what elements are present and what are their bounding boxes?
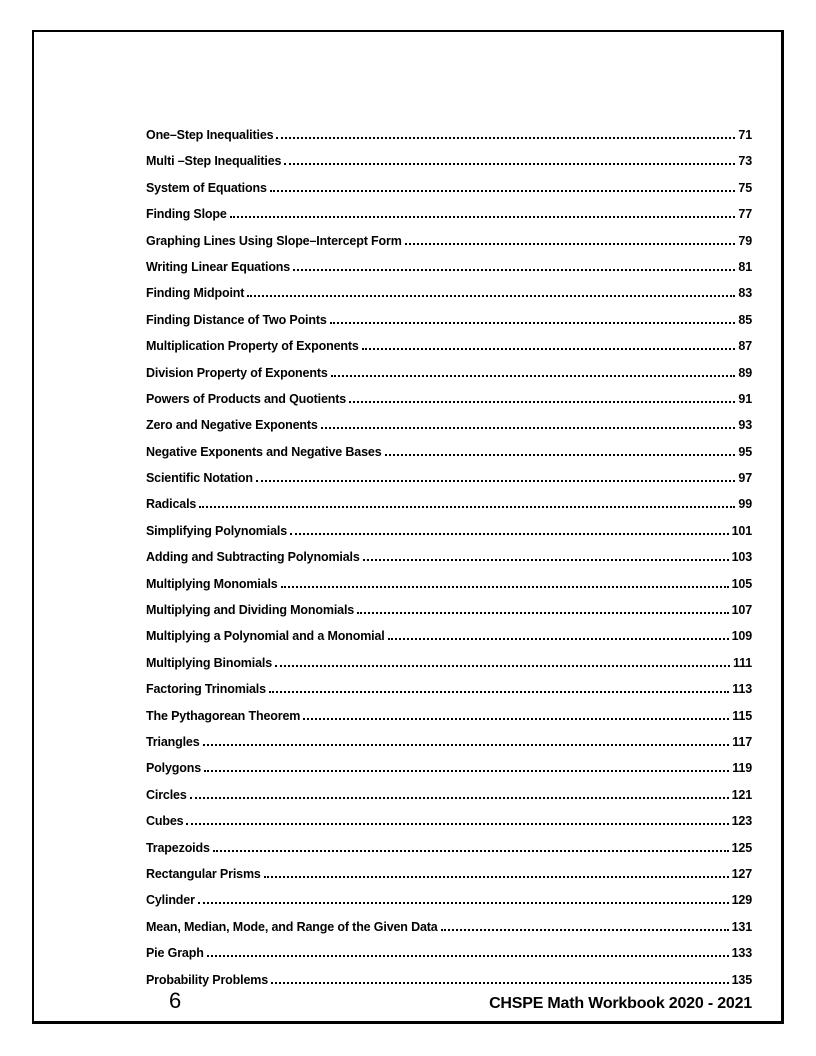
toc-entry (146, 841, 752, 867)
toc-entry-title: Powers of Products and Quotients (146, 391, 347, 406)
toc-dot-leader (198, 893, 729, 904)
toc-entry-page-number: 99 (738, 497, 752, 512)
toc-entry-title: Triangles (146, 734, 200, 749)
toc-entry (146, 524, 752, 550)
toc-entry-title: Pie Graph (146, 946, 204, 961)
toc-entry-page-number: 77 (738, 207, 752, 222)
toc-entry-title: Graphing Lines Using Slope–Intercept Form (146, 233, 402, 248)
toc-entry (146, 603, 752, 629)
toc-entry-page-number: 71 (738, 128, 752, 142)
toc-entry-title: Finding Distance of Two Points (146, 312, 327, 327)
toc-entry-page-number: 97 (738, 471, 752, 486)
toc-dot-leader (276, 128, 735, 139)
toc-entry-page-number: 95 (738, 444, 752, 459)
toc-entry-title: Radicals (146, 497, 197, 512)
toc-entry-title: Multi –Step Inequalities (146, 154, 282, 169)
toc-entry-title: Division Property of Exponents (146, 365, 328, 380)
toc-entry (146, 788, 752, 814)
toc-entry-page-number: 105 (731, 576, 752, 591)
toc-entry (146, 920, 752, 946)
toc-entry-page-number: 123 (731, 814, 752, 829)
toc-entry (146, 682, 752, 708)
toc-entry (146, 207, 752, 233)
toc-entry (146, 392, 752, 418)
toc-entry (146, 234, 752, 260)
toc-entry (146, 893, 752, 919)
toc-entry-page-number: 117 (732, 734, 752, 749)
toc-dot-leader (230, 207, 736, 218)
toc-entry (146, 867, 752, 893)
toc-entry-title: Multiplying Monomials (146, 576, 278, 591)
toc-entry (146, 709, 752, 735)
toc-dot-leader (186, 814, 728, 825)
toc-entry-page-number: 111 (732, 655, 752, 670)
toc-entry-title: Finding Midpoint (146, 286, 245, 301)
toc-entry-page-number: 107 (731, 603, 752, 618)
toc-entry-page-number: 93 (738, 418, 752, 433)
toc-entry-page-number: 135 (731, 972, 752, 987)
toc-entry-title: Multiplying Binomials (146, 655, 273, 670)
toc-entry (146, 366, 752, 392)
toc-entry-title: Scientific Notation (146, 471, 253, 486)
toc-entry (146, 550, 752, 576)
toc-entry-title: Circles (146, 787, 187, 802)
toc-entry-page-number: 113 (732, 682, 752, 697)
toc-entry-page-number: 127 (731, 866, 752, 881)
toc-entry-page-number: 79 (738, 233, 752, 248)
toc-entry-title: Multiplication Property of Exponents (146, 339, 359, 354)
footer-book-title: CHSPE Math Workbook 2020 - 2021 (489, 995, 752, 1012)
toc-dot-leader (405, 234, 736, 245)
toc-entry-page-number: 115 (732, 708, 752, 723)
toc-dot-leader (275, 656, 730, 667)
toc-dot-leader (256, 471, 736, 482)
toc-entry-title: Trapezoids (146, 840, 210, 855)
toc-entry (146, 471, 752, 497)
toc-entry (146, 814, 752, 840)
toc-dot-leader (363, 550, 729, 561)
toc-dot-leader (388, 629, 729, 640)
toc-dot-leader (207, 946, 729, 957)
toc-dot-leader (441, 920, 729, 931)
toc-entry-page-number: 91 (738, 391, 752, 406)
toc-entry-page-number: 119 (732, 761, 752, 776)
toc-entry-page-number: 131 (731, 919, 752, 934)
toc-dot-leader (330, 313, 736, 324)
toc-entry-title: The Pythagorean Theorem (146, 708, 301, 723)
toc-entry-title: Zero and Negative Exponents (146, 418, 318, 433)
toc-entry-title: Multiplying and Dividing Monomials (146, 603, 355, 618)
toc-dot-leader (385, 445, 736, 456)
toc-dot-leader (203, 735, 730, 746)
toc-dot-leader (357, 603, 729, 614)
toc-dot-leader (331, 366, 736, 377)
toc-dot-leader (213, 841, 729, 852)
toc-entry-page-number: 109 (731, 629, 752, 644)
toc-entry-title: Rectangular Prisms (146, 866, 261, 881)
toc-entry (146, 946, 752, 972)
toc-entry-page-number: 87 (738, 339, 752, 354)
toc-entry (146, 418, 752, 444)
page-footer (146, 988, 752, 1014)
toc-entry-page-number: 129 (731, 893, 752, 908)
toc-entry-title: Finding Slope (146, 207, 227, 222)
toc-entry (146, 339, 752, 365)
footer-page-number: 6 (169, 988, 182, 1013)
toc-entry-title: System of Equations (146, 180, 267, 195)
toc-entry (146, 286, 752, 312)
toc-dot-leader (269, 682, 729, 693)
table-of-contents (146, 128, 752, 999)
toc-entry-title: Probability Problems (146, 972, 269, 987)
toc-entry (146, 629, 752, 655)
toc-dot-leader (349, 392, 735, 403)
toc-entry-title: Simplifying Polynomials (146, 523, 288, 538)
toc-entry-page-number: 103 (731, 550, 752, 565)
toc-entry (146, 577, 752, 603)
toc-entry (146, 656, 752, 682)
toc-entry-title: Cubes (146, 814, 184, 829)
toc-entry-page-number: 133 (731, 946, 752, 961)
page-border (32, 30, 784, 1024)
toc-dot-leader (270, 181, 736, 192)
toc-dot-leader (190, 788, 729, 799)
toc-entry (146, 181, 752, 207)
toc-dot-leader (303, 709, 729, 720)
toc-entry-page-number: 81 (738, 259, 752, 274)
toc-entry (146, 445, 752, 471)
toc-entry (146, 313, 752, 339)
toc-entry (146, 761, 752, 787)
toc-dot-leader (204, 761, 729, 772)
toc-entry-page-number: 85 (738, 312, 752, 327)
toc-entry (146, 260, 752, 286)
toc-entry-page-number: 121 (731, 787, 752, 802)
toc-dot-leader (199, 497, 735, 508)
toc-entry-title: Writing Linear Equations (146, 259, 291, 274)
toc-entry-title: Factoring Trinomials (146, 682, 266, 697)
toc-entry-page-number: 89 (738, 365, 752, 380)
toc-entry (146, 735, 752, 761)
toc-dot-leader (281, 577, 729, 588)
toc-entry-title: Multiplying a Polynomial and a Monomial (146, 629, 385, 644)
toc-entry (146, 497, 752, 523)
toc-entry (146, 128, 752, 154)
toc-entry-page-number: 75 (738, 180, 752, 195)
toc-entry-title: Mean, Median, Mode, and Range of the Given Data (146, 919, 438, 934)
toc-entry-page-number: 83 (738, 286, 752, 301)
toc-dot-leader (264, 867, 729, 878)
toc-dot-leader (290, 524, 729, 535)
toc-dot-leader (271, 973, 729, 984)
toc-entry-title: Negative Exponents and Negative Bases (146, 444, 382, 459)
toc-entry-page-number: 101 (731, 523, 752, 538)
toc-dot-leader (362, 339, 736, 350)
toc-entry-title: Adding and Subtracting Polynomials (146, 550, 360, 565)
toc-dot-leader (321, 418, 736, 429)
toc-entry-title: Polygons (146, 761, 202, 776)
toc-entry-title: Cylinder (146, 893, 195, 908)
toc-dot-leader (284, 154, 735, 165)
toc-entry (146, 154, 752, 180)
toc-dot-leader (293, 260, 735, 271)
toc-entry-title: One–Step Inequalities (146, 128, 274, 142)
toc-entry-page-number: 73 (738, 154, 752, 169)
toc-dot-leader (247, 286, 735, 297)
toc-entry-page-number: 125 (731, 840, 752, 855)
